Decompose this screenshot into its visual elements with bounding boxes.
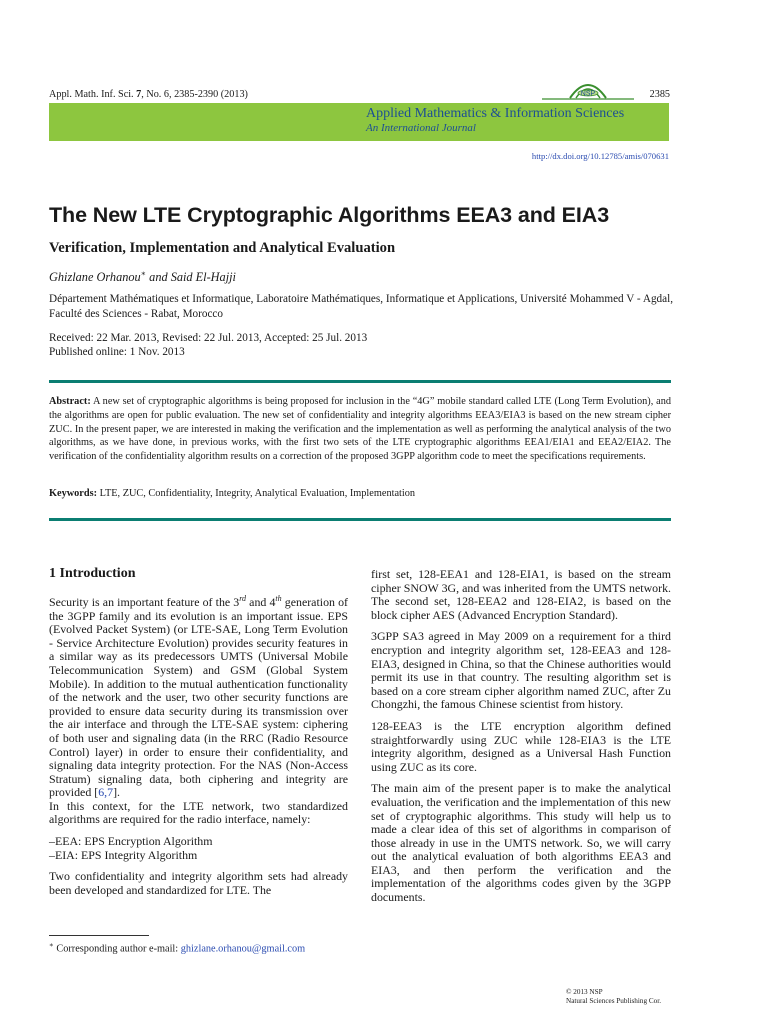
page-number: 2385 (649, 89, 670, 100)
keywords-text: LTE, ZUC, Confidentiality, Integrity, Analytical Evaluation, Implementation (97, 488, 416, 499)
keywords (49, 488, 415, 499)
author-email-link[interactable]: ghizlane.orhanou@gmail.com (180, 943, 306, 955)
logo-text: NSP (580, 90, 596, 98)
received-dates: Received: 22 Mar. 2013, Revised: 22 Jul. 2013, Accepted: 25 Jul. 2013 (49, 332, 368, 344)
journal-subtitle: An International Journal (366, 122, 476, 134)
journal-banner (49, 103, 669, 141)
nsp-logo (540, 78, 636, 104)
doi-link[interactable]: http://dx.doi.org/10.12785/amis/070631 (531, 151, 669, 161)
publisher-name: Natural Sciences Publishing Cor. (566, 997, 662, 1005)
abstract-text: A new set of cryptographic algorithms is being proposed for inclusion in the “4G” mobile standard called LTE (Long Term Evolution), and the algorithms are open for public evaluation. The new set of confidentiality and integrity algorithms EEA3/EIA3 is based on the new stream cipher ZUC. In the present paper, we are interested in making the verification and the implementation as well as performing the analytical analysis of the two algorithms, as we have done, in previous works, with the first two sets of the LTE cryptographic algorithms EEA1/EIA1 and EEA2/EIA2. The verification of the confidentiality algorithm results on a correction of the proposed 3GPP algorithm code to meet the specifications requirements. (49, 396, 671, 463)
published-date: Published online: 1 Nov. 2013 (49, 346, 185, 358)
intro-paragraph-1: Security is an important feature of the 3rd and 4th generation of the 3GPP family and its evolution is an important issue. EPS (Evolved Packet System) (or LTE-SAE, Long Term Evolution - Service Architecture Evolution) provides security features in a similar way as its predecessors UMTS (Universal Mobile Telecommunication System) and GSM (Global System Mobile). In addition to the mutual authentication functionality of the network and the user, two other security functions are provided to ensure data security during its transmission over the air interface and through the LTE-SAE system: ciphering of both user and signaling data (in the RRC (Radio Resource Control) layer) in order to ensure their confidentiality, and signaling data integrity protection. For the NAS (Non-Access Stratum) signaling data, both ciphering and integrity are provided [6,7]. (49, 594, 348, 800)
copyright-notice (566, 988, 661, 1006)
intro-paragraph-6: 128-EEA3 is the LTE encryption algorithm defined straightforwardly using ZUC while 128-EIA3 is the LTE integrity algorithm, designed as a Universal Hash Function using ZUC as its core. (371, 718, 671, 774)
left-column (49, 592, 348, 905)
list-item: –EIA: EPS Integrity Algorithm (49, 847, 198, 862)
keywords-label: Keywords: (49, 488, 98, 499)
paper-subtitle: Verification, Implementation and Analytical Evaluation (49, 240, 396, 256)
intro-paragraph-5: 3GPP SA3 agreed in May 2009 on a requirement for a third encryption and integrity algorithm set, 128-EEA3 and 128-EIA3, designed in China, so that the Chinese authorities would permit its use in that country. The resulting algorithm set is based on a core stream cipher algorithm named ZUC, after Zu Chongzhi, the famous Chinese scientist from history. (371, 629, 671, 712)
copyright-text: © 2013 NSP (566, 988, 603, 996)
affiliation: Département Mathématiques et Informatique, Laboratoire Mathématiques, Informatique et Applications, Université Mohammed V - Agdal, Faculté des Sciences - Rabat, Morocco (49, 293, 673, 320)
intro-paragraph-3: Two confidentiality and integrity algorithm sets had already been developed and standardized for LTE. The (49, 869, 348, 897)
corresponding-author-footnote: ∗ Corresponding author e-mail: ghizlane.orhanou@gmail.com (49, 941, 306, 955)
footnote-rule (49, 935, 149, 936)
paper-title: The New LTE Cryptographic Algorithms EEA3 and EIA3 (49, 203, 610, 227)
intro-paragraph-7: The main aim of the present paper is to make the analytical evaluation, the verification and the implementation of this new set of cryptographic algorithms. This study will help us to made a clear idea of this set of algorithms in comparison of those already in use in the UMTS network. So, we will carry out the analytical evaluation of both algorithms EEA3 and EIA3, and then perform the verification and the implementation of the algorithms codes given by the 3GPP documents. (371, 781, 671, 905)
abstract-top-rule (49, 380, 671, 383)
section-heading: 1 Introduction (49, 566, 136, 581)
intro-paragraph-4: first set, 128-EEA1 and 128-EIA1, is based on the stream cipher SNOW 3G, and was inherited from the UMTS network. The second set, 128-EEA2 and 128-EIA2, is based on the block cipher AES (Advanced Encryption Standard). (371, 567, 671, 622)
list-item: –EEA: EPS Encryption Algorithm (49, 834, 213, 849)
intro-paragraph-2: In this context, for the LTE network, two standardized algorithms are required for the radio interface, namely: (49, 798, 348, 827)
citation-link[interactable]: 6,7 (98, 785, 114, 800)
journal-title: Applied Mathematics & Information Sciences (366, 106, 625, 121)
author-list: Ghizlane Orhanou∗ and Said El-Hajji (49, 269, 236, 285)
right-column (371, 568, 671, 913)
journal-citation: Appl. Math. Inf. Sci. 7, No. 6, 2385-2390 (2013) (49, 89, 248, 100)
abstract-bottom-rule (49, 518, 671, 521)
author-footnote-mark: ∗ (140, 269, 147, 278)
publication-dates (49, 331, 367, 359)
algorithm-list (49, 835, 348, 862)
abstract-label: Abstract: (49, 396, 91, 407)
abstract (49, 395, 671, 464)
